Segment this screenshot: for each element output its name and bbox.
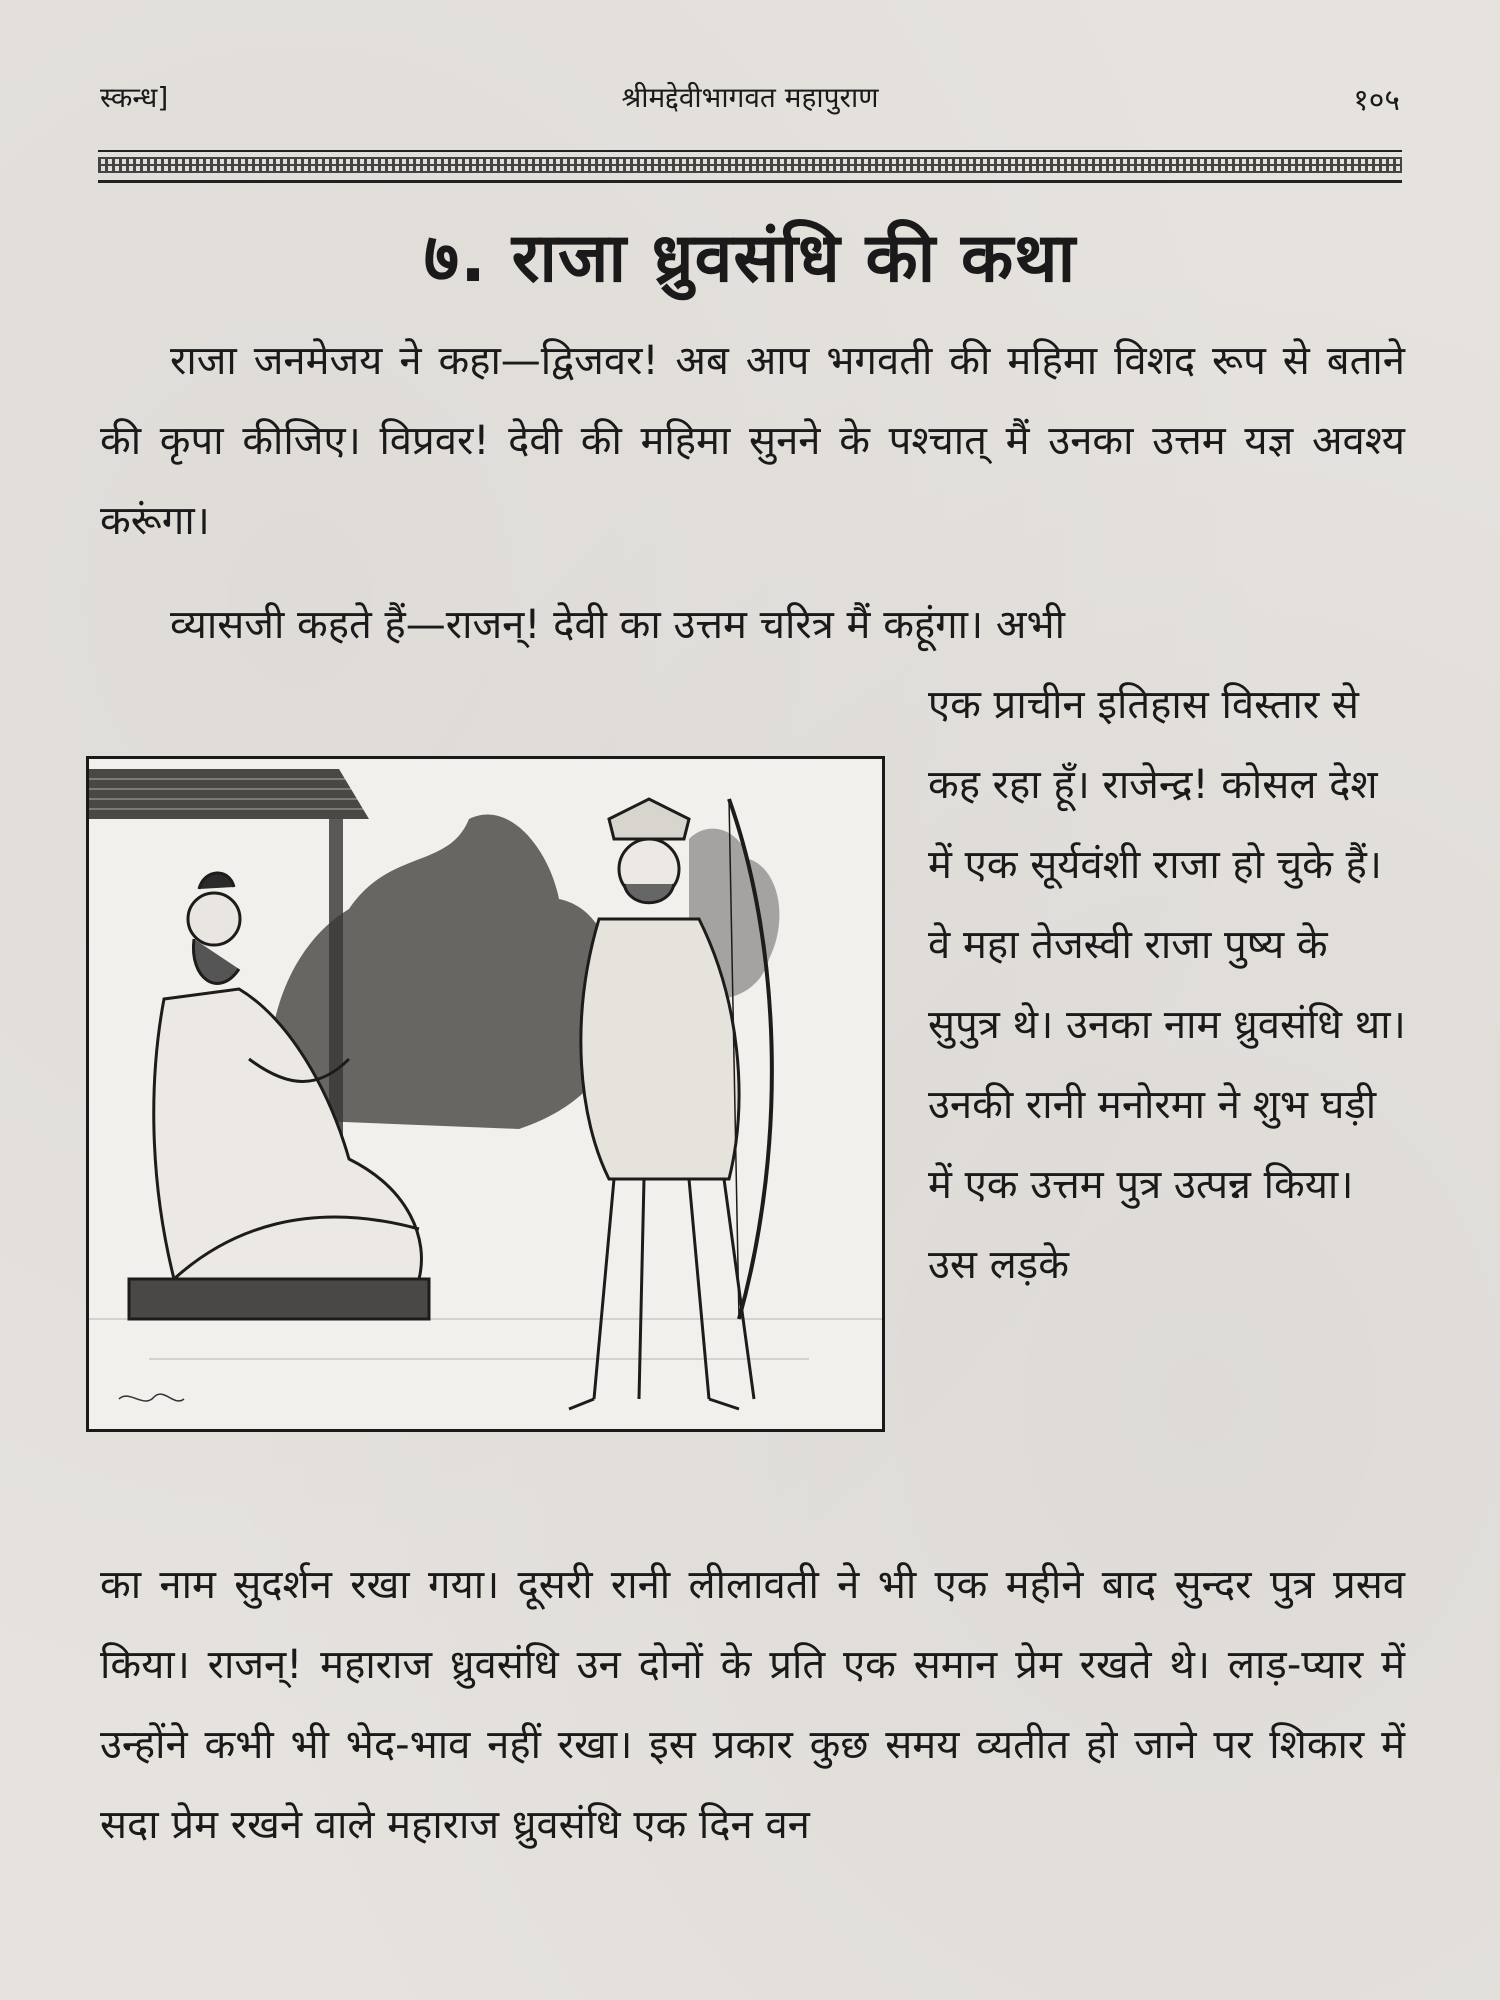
chapter-title: ७. राजा ध्रुवसंधि की कथा [423,219,1077,298]
book-title: श्रीमद्देवीभागवत महापुराण [621,81,879,114]
section-label: स्कन्ध] [100,81,169,114]
page-header [100,78,1400,126]
page-number: १०५ [1353,83,1400,118]
border-pattern [98,157,1402,173]
decorative-border [98,150,1402,183]
paragraph-2-start: व्यासजी कहते हैं—राजन्! देवी का उत्तम चरित्र मैं कहूंगा। अभी [170,602,1065,648]
illustration-sage-and-king [86,756,885,1432]
paragraph-2-beside-image: एक प्राचीन इतिहास विस्तार से कह रहा हूँ। राजेन्द्र! कोसल देश में एक सूर्यवंशी राजा हो चुके हैं। वे महा तेजस्वी राजा पुष्य के सुपुत्र थे। उनका नाम ध्रुवसंधि था। उनकी रानी मनोरमा ने शुभ घड़ी में एक उत्तम पुत्र उत्पन्न किया। उस लड़के [928,682,1406,1288]
paragraph-2-end: का नाम सुदर्शन रखा गया। दूसरी रानी लीलावती ने भी एक महीने बाद सुन्दर पुत्र प्रसव किया। राजन्! महाराज ध्रुवसंधि उन दोनों के प्रति एक समान प्रेम रखते थे। लाड़-प्यार में उन्होंने कभी भी भेद-भाव नहीं रखा। इस प्रकार कुछ समय व्यतीत हो जाने पर शिकार में सदा प्रेम रखने वाले महाराज ध्रुवसंधि एक दिन वन [100,1562,1405,1848]
paragraph-1: राजा जनमेजय ने कहा—द्विजवर! अब आप भगवती की महिमा विशद रूप से बताने की कृपा कीजिए। विप्रवर! देवी की महिमा सुनने के पश्चात् मैं उनका उत्तम यज्ञ अवश्य करूंगा। [100,338,1405,544]
hut-roof [89,769,369,819]
